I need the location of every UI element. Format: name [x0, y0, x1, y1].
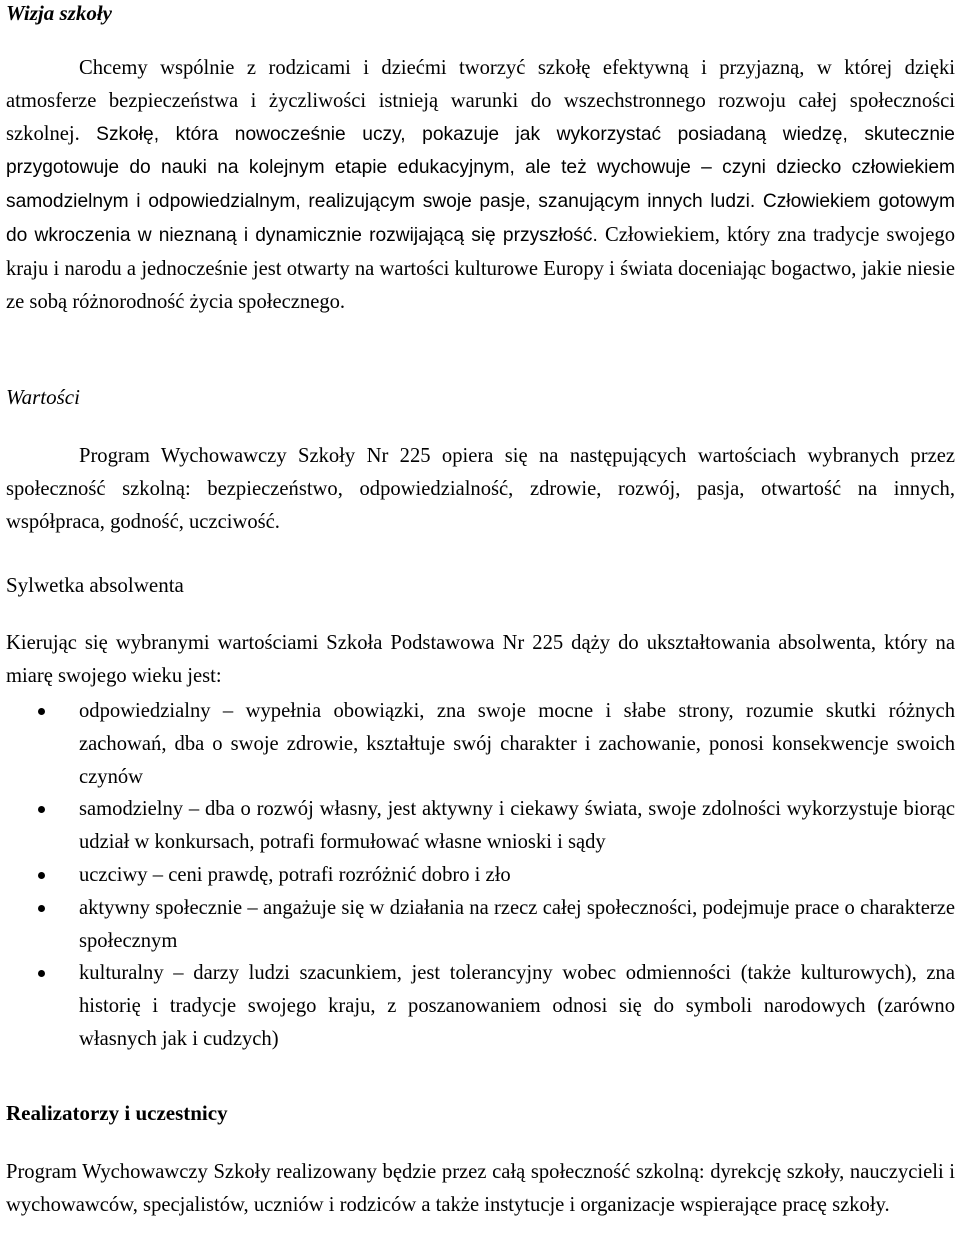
implementers-heading: Realizatorzy i uczestnicy: [6, 1101, 228, 1125]
list-item: [6, 695, 955, 793]
list-item-text: samodzielny – dba o rozwój własny, jest aktywny i ciekawy świata, swoje zdolności wykorzystuje biorąc udział w konkursach, potrafi formułować własne wnioski i sądy: [79, 798, 955, 854]
graduate-intro: Kierując się wybranymi wartościami Szkoła Podstawowa Nr 225 dąży do ukształtowania absolwenta, który na miarę swojego wieku jest:: [6, 632, 955, 687]
bullet-icon: [38, 806, 45, 813]
list-item-text: kulturalny – darzy ludzi szacunkiem, jest tolerancyjny wobec odmienności (także kulturowych), zna historię i tradycje swojego kraju, z poszanowaniem odnosi się do symboli narodowych (zarówno własnych jak i cudzych): [79, 962, 955, 1050]
bullet-icon: [38, 872, 45, 879]
values-heading: Wartości: [6, 385, 80, 409]
vision-heading: Wizja szkoły: [6, 1, 112, 25]
list-item: [6, 859, 955, 892]
bullet-icon: [38, 970, 45, 977]
implementers-paragraph: Program Wychowawczy Szkoły realizowany będzie przez całą społeczność szkolną: dyrekcję szkoły, nauczycieli i wychowawców, specjalistów, uczniów i rodziców a także instytucje i organizacje wspierające pracę szkoły.: [6, 1161, 955, 1216]
list-item-text: aktywny społecznie – angażuje się w działania na rzecz całej społeczności, podejmuje prace o charakterze społecznym: [79, 896, 955, 952]
values-paragraph: Program Wychowawczy Szkoły Nr 225 opiera się na następujących wartościach wybranych przez społeczność szkolną: bezpieczeństwo, odpowiedzialność, zdrowie, rozwój, pasja, otwartość na innych, współpraca, godność, uczciwość.: [6, 445, 955, 533]
bullet-icon: [38, 905, 45, 912]
vision-paragraph-part-3: Człowiekiem, który zna tradycje swojego kraju i narodu a jednocześnie jest otwarty na wartości kulturowe Europy i świata doceniając bogactwo, jakie niesie ze sobą różnorodność życia społecznego.: [6, 223, 955, 313]
vision-paragraph-part-2: Szkołę, która nowocześnie uczy, pokazuje jak wykorzystać posiadaną wiedzę, skutecznie przygotowuje do nauki na kolejnym etapie edukacyjnym, ale też wychowuje – czyni dziecko człowiekiem samodzielnym i odpowiedzialnym, realizującym swoje pasje, szanującym innych ludzi. Człowiekiem gotowym do wkroczenia w nieznaną i dynamicznie rozwijającą się przyszłość.: [6, 123, 955, 246]
list-item: [6, 793, 955, 859]
vision-paragraph: [6, 52, 955, 318]
graduate-heading: Sylwetka absolwenta: [6, 573, 184, 597]
list-item-text: odpowiedzialny – wypełnia obowiązki, zna swoje mocne i słabe strony, rozumie skutki różnych zachowań, dba o swoje zdrowie, kształtuje swój charakter i zachowanie, ponosi konsekwencje swoich czynów: [79, 700, 955, 788]
list-item-text: uczciwy – ceni prawdę, potrafi rozróżnić dobro i zło: [79, 863, 511, 886]
list-item: [6, 957, 955, 1055]
graduate-traits-list: [6, 695, 955, 1056]
list-item: [6, 892, 955, 958]
bullet-icon: [38, 708, 45, 715]
vision-paragraph-part-1: Chcemy wspólnie z rodzicami i dziećmi tworzyć szkołę efektywną i przyjazną, w której dzięki atmosferze bezpieczeństwa i życzliwości istnieją warunki do wszechstronnego rozwoju całej społeczności szkolnej.: [6, 57, 955, 145]
